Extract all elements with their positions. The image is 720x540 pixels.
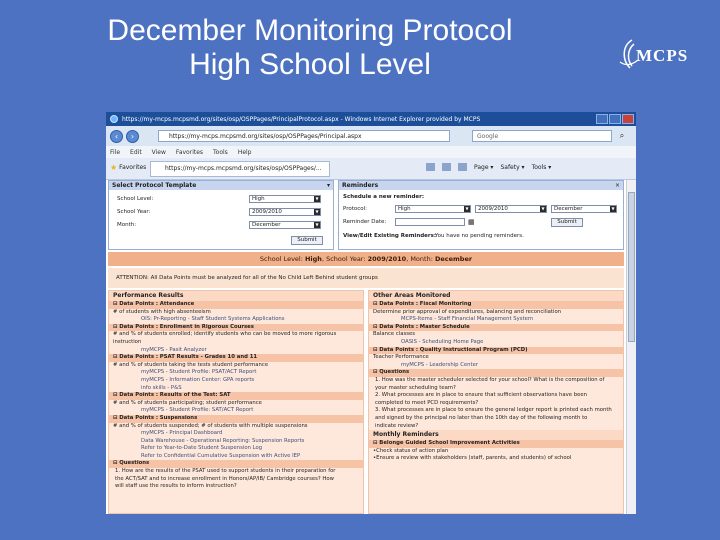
close-icon[interactable]: × (614, 182, 620, 189)
forward-arrow-icon[interactable]: › (126, 130, 139, 143)
list-item: Balance classes (373, 331, 415, 338)
resource-link[interactable]: Refer to Year-to-Date Student Suspension Log (141, 445, 263, 452)
section-header[interactable]: ⊟ Belonge Guided School Improvement Activities (369, 440, 623, 448)
menu-view[interactable]: View (151, 148, 166, 156)
attention-note: ATTENTION: All Data Points must be analyzed for all of the No Child Left Behind student groups (108, 268, 624, 288)
section-header[interactable]: ⊟ Data Points : Results of the Test: SAT (109, 392, 363, 400)
chevron-down-icon[interactable]: ▾ (326, 182, 330, 189)
resource-link[interactable]: myMCPS - Pasit Analyzer (141, 346, 207, 353)
calendar-icon[interactable]: ▦ (468, 218, 475, 226)
reminder-submit-button[interactable]: Submit (551, 218, 583, 227)
safety-menu[interactable]: Safety ▾ (500, 163, 525, 171)
feeds-icon[interactable] (442, 163, 451, 171)
internet-explorer-icon (110, 115, 118, 123)
school-level-banner (108, 252, 624, 266)
question-text: completed to meet PCD requirements? (375, 399, 479, 406)
reminder-month-select[interactable] (551, 205, 617, 213)
close-button[interactable] (622, 114, 634, 124)
section-header[interactable]: ⊟ Data Points : Enrollment in Rigorous Courses (109, 324, 363, 332)
section-header[interactable]: ⊟ Data Points : Quality Instructional Program (PCD) (369, 347, 623, 355)
section-header[interactable]: ⊟ Data Points : Attendance (109, 301, 363, 309)
browser-window (106, 112, 636, 514)
list-item: # and % of students enrolled; identify students who can be moved to more rigorous (113, 331, 337, 338)
performance-results-list (109, 301, 363, 491)
list-item: Determine prior approval of expenditures, balancing and reconciliation (373, 308, 562, 315)
page-content (108, 180, 624, 514)
existing-reminders-label: View/Edit Existing Reminders: (343, 233, 437, 239)
maximize-button[interactable] (609, 114, 621, 124)
banner-month: December (434, 255, 473, 263)
section-header[interactable]: ⊟ Data Points : Suspensions (109, 415, 363, 423)
question-text: and signed by the principal no later than the 10th day of the following month to (375, 414, 588, 421)
mcps-logo (618, 38, 698, 78)
browser-titlebar (106, 112, 636, 126)
minimize-button[interactable] (596, 114, 608, 124)
menu-help[interactable]: Help (237, 148, 252, 156)
banner-year-prefix: , School Year: (321, 255, 368, 263)
banner-level: High (304, 255, 322, 263)
resource-link[interactable]: MCPS-Items - Staff Financial Management System (401, 316, 534, 323)
banner-level-prefix: School Level: (259, 255, 305, 263)
search-icon[interactable]: ⌕ (619, 131, 625, 140)
resource-link[interactable]: myMCPS - Student Profile: SAT/ACT Report (141, 407, 254, 414)
reminder-protocol-value: High (398, 206, 411, 212)
back-arrow-icon[interactable]: ‹ (110, 130, 123, 143)
list-item: instruction (113, 338, 142, 345)
dropdown-arrow-icon: ▼ (315, 209, 319, 214)
search-input[interactable]: Google (472, 130, 612, 142)
banner-month-prefix: , Month: (406, 255, 435, 263)
slide-title (70, 14, 550, 82)
question-text: will staff use the results to inform instruction? (115, 483, 237, 490)
banner-year: 2009/2010 (367, 255, 407, 263)
section-header[interactable]: ⊟ Data Points : PSAT Results - Grades 10 and 11 (109, 354, 363, 362)
home-icon[interactable] (426, 163, 435, 171)
question-text: 1. How was the master scheduler selected for your school? What is the composition of (375, 376, 605, 383)
window-controls (596, 114, 634, 124)
dropdown-arrow-icon: ▼ (541, 206, 545, 211)
menu-favorites[interactable]: Favorites (175, 148, 204, 156)
section-header[interactable]: ⊟ Data Points : Fiscal Monitoring (369, 301, 623, 309)
slide-title-line-1: December Monitoring Protocol (107, 14, 513, 47)
resource-link[interactable]: Data Warehouse - Operational Reporting: Suspension Reports (141, 437, 305, 444)
page-menu[interactable]: Page ▾ (474, 163, 494, 171)
performance-results-title: Performance Results (109, 291, 363, 301)
vertical-scrollbar[interactable] (626, 180, 636, 514)
reminders-heading (339, 181, 623, 190)
browser-tab[interactable]: https://my-mcps.mcpsmd.org/sites/osp/OSPPages/... (150, 161, 330, 177)
list-item: •Check status of action plan (373, 447, 449, 454)
address-toolbar (106, 126, 636, 146)
reminder-protocol-label: Protocol: (343, 206, 368, 212)
dropdown-arrow-icon: ▼ (465, 206, 469, 211)
month-label: Month: (117, 222, 137, 228)
window-title: https://my-mcps.mcpsmd.org/sites/osp/OSPPages/PrincipalProtocol.aspx - Windows Internet Explorer provided by MCPS (122, 115, 481, 123)
favorites-button[interactable] (110, 163, 146, 172)
resource-link[interactable]: myMCPS - Information Center: GPA reports (141, 376, 255, 383)
dropdown-arrow-icon: ▼ (315, 196, 319, 201)
month-select[interactable] (249, 221, 321, 229)
slide-title-line-2: High School Level (189, 48, 431, 81)
existing-reminders-value: You have no pending reminders. (435, 233, 524, 239)
reminder-year-select[interactable] (475, 205, 547, 213)
protocol-template-heading (109, 181, 333, 190)
dropdown-arrow-icon: ▼ (611, 206, 615, 211)
section-header[interactable]: ⊟ Questions (369, 369, 623, 377)
school-level-value: High (252, 196, 265, 202)
question-text: your master scheduling team? (375, 384, 456, 391)
resource-link[interactable]: OASIS - Scheduling Home Page (401, 338, 484, 345)
dropdown-arrow-icon: ▼ (315, 222, 319, 227)
resource-link[interactable]: myMCPS - Principal Dashboard (141, 430, 223, 437)
protocol-template-panel (108, 180, 334, 250)
mcps-logo-text: MCPS (636, 46, 689, 65)
template-submit-button[interactable]: Submit (291, 236, 323, 245)
school-level-select[interactable] (249, 195, 321, 203)
reminder-protocol-select[interactable] (395, 205, 471, 213)
favorites-bar (106, 158, 636, 180)
address-bar[interactable]: https://my-mcps.mcpsmd.org/sites/osp/OSPPages/Principal.aspx (158, 130, 450, 142)
protocol-template-title: Select Protocol Template (112, 182, 197, 189)
section-header[interactable]: ⊟ Data Points : Master Schedule (369, 324, 623, 332)
school-year-label: School Year: (117, 209, 151, 215)
favorites-label: Favorites (119, 164, 147, 171)
scrollbar-thumb[interactable] (628, 192, 635, 342)
question-text: the ACT/SAT and to increase enrollment in Honors/AP/IB/ Cambridge courses? How (115, 475, 334, 482)
schedule-reminder-label: Schedule a new reminder: (343, 194, 425, 200)
school-year-value: 2009/2010 (252, 209, 282, 215)
section-header[interactable]: ⊟ Questions (109, 460, 363, 468)
other-areas-title: Other Areas Monitored (369, 291, 623, 301)
list-item: # and % of students suspended; # of students with multiple suspensions (113, 422, 308, 429)
command-bar (426, 163, 551, 171)
menu-edit[interactable]: Edit (130, 148, 142, 156)
menu-tools[interactable]: Tools (213, 148, 228, 156)
resource-link[interactable]: myMCPS - Leadership Center (401, 361, 479, 368)
month-value: December (252, 222, 281, 228)
section-title: Monthly Reminders (369, 430, 623, 440)
question-text: indicate review? (375, 422, 419, 429)
resource-link[interactable]: Refer to Confidential Cumulative Suspension with Active IEP (141, 452, 301, 459)
reminder-date-input[interactable] (395, 218, 465, 226)
reminders-title: Reminders (342, 182, 379, 189)
school-level-label: School Level: (117, 196, 154, 202)
list-item: # of students with high absenteeism (113, 308, 211, 315)
question-text: 1. How are the results of the PSAT used to support students in their preparation for (115, 468, 336, 475)
reminder-month-value: December (554, 206, 583, 212)
list-item: •Ensure a review with stakeholders (staff, parents, and students) of school (373, 455, 572, 462)
other-areas-list (369, 301, 623, 463)
menu-bar (106, 146, 636, 158)
school-year-select[interactable] (249, 208, 321, 216)
other-areas-panel (368, 290, 624, 514)
resource-link[interactable]: info skills - P&S (141, 384, 182, 391)
performance-results-panel (108, 290, 364, 514)
menu-file[interactable]: File (110, 148, 121, 156)
question-text: 2. What processes are in place to ensure that sufficient observations have been (375, 392, 587, 399)
print-icon[interactable] (458, 163, 467, 171)
list-item: Teacher Performance (373, 354, 429, 361)
question-text: 3. What processes are in place to ensure the general ledger report is printed each month (375, 407, 612, 414)
reminders-panel (338, 180, 624, 250)
star-icon: ★ (110, 163, 118, 172)
resource-link[interactable]: OIS: Pr-Reporting - Staff Student Systems Applications (141, 316, 285, 323)
tools-menu[interactable]: Tools ▾ (531, 163, 552, 171)
reminder-year-value: 2009/2010 (478, 206, 508, 212)
resource-link[interactable]: myMCPS - Student Profile: PSAT/ACT Report (141, 369, 257, 376)
list-item: # and % of students participating; student performance (113, 399, 262, 406)
list-item: # and % of students taking the tests student performance (113, 361, 269, 368)
reminder-date-label: Reminder Date: (343, 219, 387, 225)
